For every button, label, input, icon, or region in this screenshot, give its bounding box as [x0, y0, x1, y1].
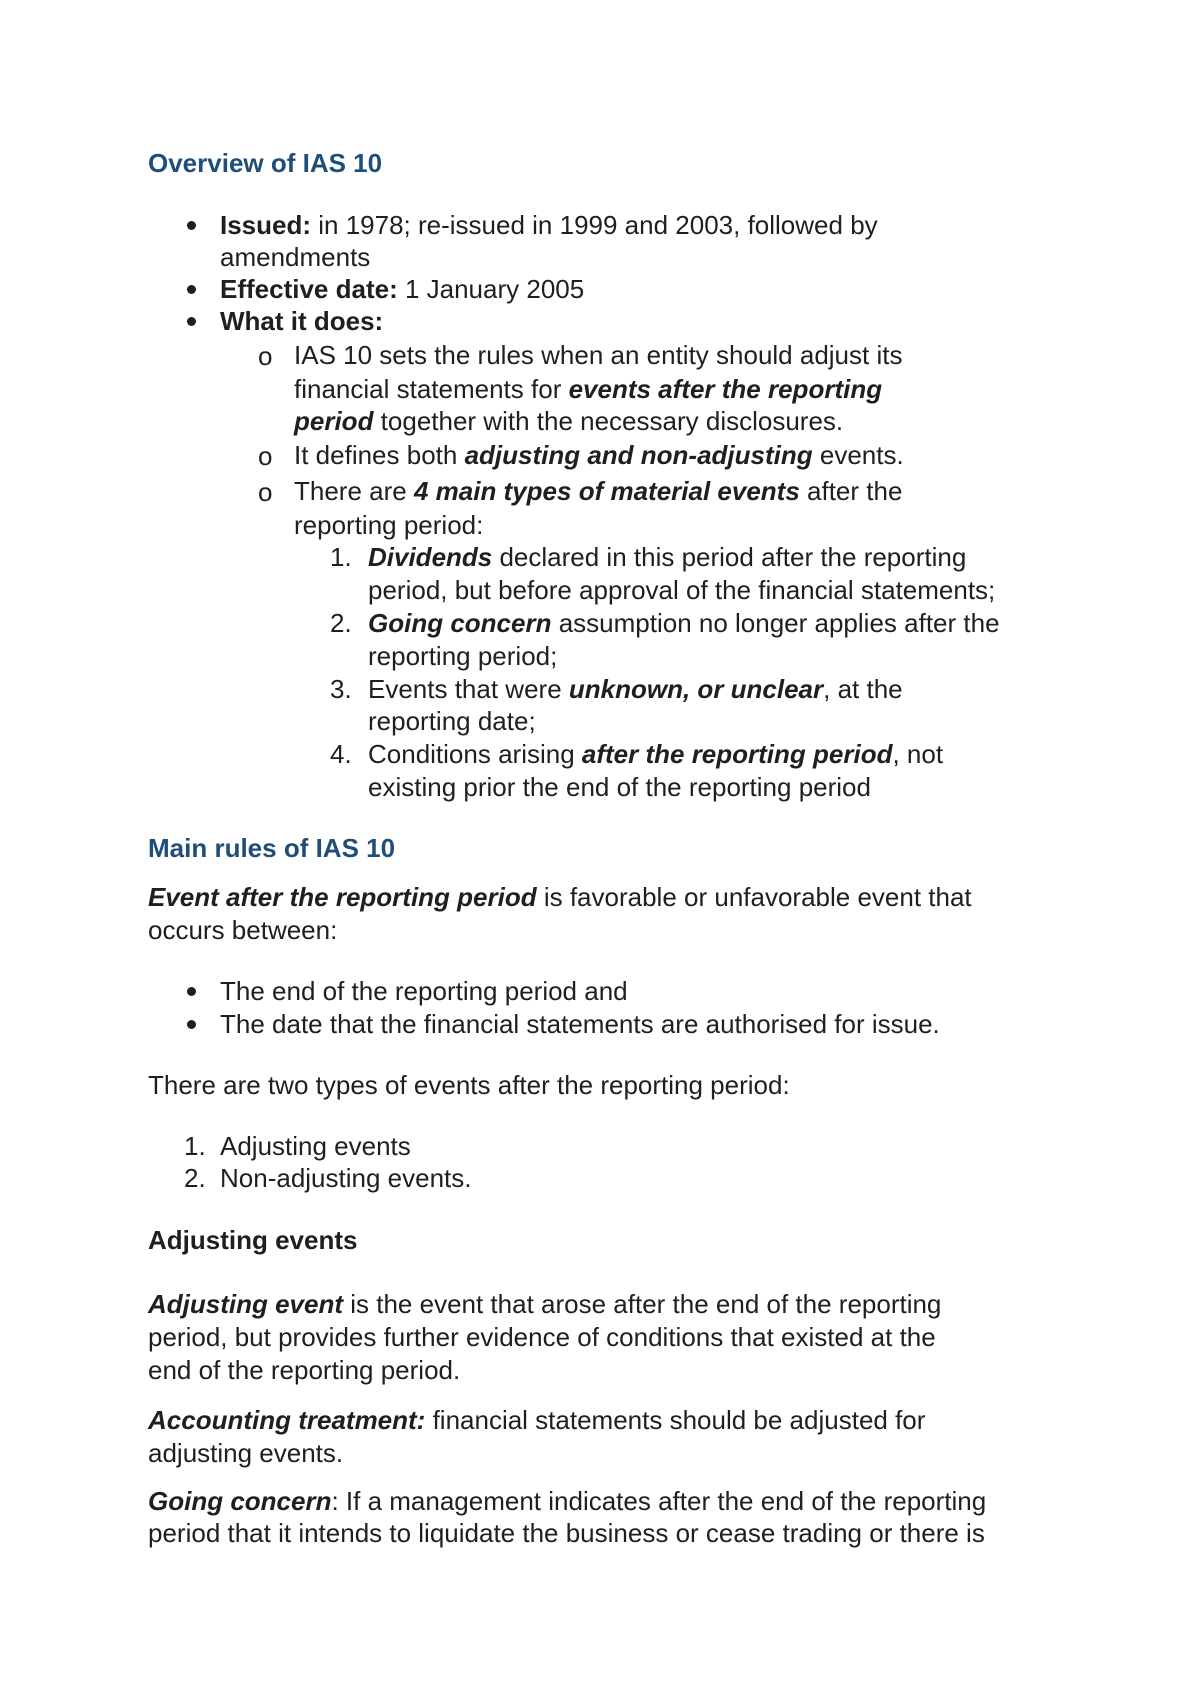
going-concern-line — [148, 1486, 986, 1516]
adjusting-definition-line-2: period, but provides further evidence of conditions that existed at the — [148, 1322, 936, 1352]
treatment-line-2: adjusting events. — [148, 1438, 344, 1468]
sub1-line-1: IAS 10 sets the rules when an entity should adjust its — [294, 340, 903, 370]
types-intro: There are two types of events after the reporting period: — [148, 1070, 790, 1100]
sub2-text-2: events. — [812, 440, 904, 470]
sub-bullet-marker: o — [258, 441, 273, 471]
type-emphasis: unknown, or unclear — [568, 674, 824, 704]
type-text-2: , not — [892, 739, 944, 769]
list-item: The date that the financial statements are authorised for issue. — [220, 1009, 940, 1039]
type-emphasis: Going concern — [368, 608, 552, 638]
type-text: Conditions arising — [368, 739, 582, 769]
effective-text: 1 January 2005 — [397, 274, 585, 304]
adjusting-definition-line-3: end of the reporting period. — [148, 1355, 461, 1385]
bullet-marker — [187, 285, 196, 294]
list-item: Non-adjusting events. — [220, 1163, 472, 1193]
sub3-line-2: reporting period: — [294, 510, 484, 540]
sub1-line-2 — [294, 374, 882, 404]
sub2-line — [294, 440, 904, 470]
effective-label: Effective date: — [220, 274, 398, 304]
going-concern-emphasis: Going concern — [148, 1486, 332, 1516]
sub1-text-2: together with the necessary disclosures. — [373, 406, 844, 436]
type-item-1 — [368, 542, 966, 572]
sub3-line — [294, 476, 902, 506]
bullet-marker — [187, 221, 196, 230]
sub1-emphasis: events after the reporting — [568, 374, 883, 404]
sub-bullet-marker: o — [258, 477, 273, 507]
type-item-4-line-2: existing prior the end of the reporting period — [368, 772, 871, 802]
sub1-text: financial statements for — [294, 374, 569, 404]
sub3-text-2: after the — [799, 476, 903, 506]
issued-text: in 1978; re-issued in 1999 and 2003, followed by — [311, 210, 878, 240]
list-number: 1. — [184, 1131, 206, 1161]
list-number: 2. — [184, 1163, 206, 1193]
definition-emphasis: Event after the reporting period — [148, 882, 537, 912]
sub2-emphasis: adjusting and non-adjusting — [464, 440, 813, 470]
type-number: 4. — [330, 739, 352, 769]
sub3-emphasis: 4 main types of material events — [413, 476, 800, 506]
adjusting-heading: Adjusting events — [148, 1225, 358, 1255]
type-item-2 — [368, 608, 1000, 638]
type-text: declared in this period after the reporting — [492, 542, 967, 572]
treatment-line — [148, 1405, 925, 1435]
definition-text: is the event that arose after the end of the reporting — [343, 1289, 942, 1319]
type-text-2: , at the — [823, 674, 903, 704]
effective-line — [220, 274, 584, 304]
event-definition — [148, 882, 972, 912]
type-item-1-line-2: period, but before approval of the financial statements; — [368, 575, 996, 605]
sub1-emphasis-2: period — [294, 406, 374, 436]
sub2-text: It defines both — [294, 440, 465, 470]
type-number: 3. — [330, 674, 352, 704]
going-concern-line-2: period that it intends to liquidate the business or cease trading or there is — [148, 1518, 985, 1548]
sub3-text: There are — [294, 476, 414, 506]
issued-label: Issued: — [220, 210, 312, 240]
type-item-2-line-2: reporting period; — [368, 641, 558, 671]
bullet-marker — [187, 317, 196, 326]
type-number: 2. — [330, 608, 352, 638]
treatment-text: financial statements should be adjusted for — [425, 1405, 926, 1435]
type-emphasis: after the reporting period — [581, 739, 893, 769]
list-item: The end of the reporting period and — [220, 976, 628, 1006]
type-number: 1. — [330, 542, 352, 572]
list-item: Adjusting events — [220, 1131, 411, 1161]
issued-line — [220, 210, 878, 240]
treatment-emphasis: Accounting treatment: — [148, 1405, 426, 1435]
type-text: assumption no longer applies after the — [551, 608, 1000, 638]
event-definition-line-2: occurs between: — [148, 915, 338, 945]
type-item-4 — [368, 739, 943, 769]
type-emphasis: Dividends — [368, 542, 493, 572]
main-rules-heading: Main rules of IAS 10 — [148, 833, 396, 863]
bullet-marker — [187, 1020, 196, 1029]
overview-heading: Overview of IAS 10 — [148, 148, 383, 178]
sub-bullet-marker: o — [258, 341, 273, 371]
what-line — [220, 306, 383, 336]
type-item-3 — [368, 674, 903, 704]
definition-emphasis: Adjusting event — [148, 1289, 344, 1319]
definition-text: is favorable or unfavorable event that — [536, 882, 972, 912]
type-item-3-line-2: reporting date; — [368, 706, 536, 736]
adjusting-definition — [148, 1289, 941, 1319]
going-concern-text: : If a management indicates after the end of the reporting — [331, 1486, 987, 1516]
what-label: What it does: — [220, 306, 384, 336]
issued-line-2: amendments — [220, 242, 371, 272]
type-text: Events that were — [368, 674, 569, 704]
sub1-line-3 — [294, 406, 843, 436]
bullet-marker — [187, 987, 196, 996]
